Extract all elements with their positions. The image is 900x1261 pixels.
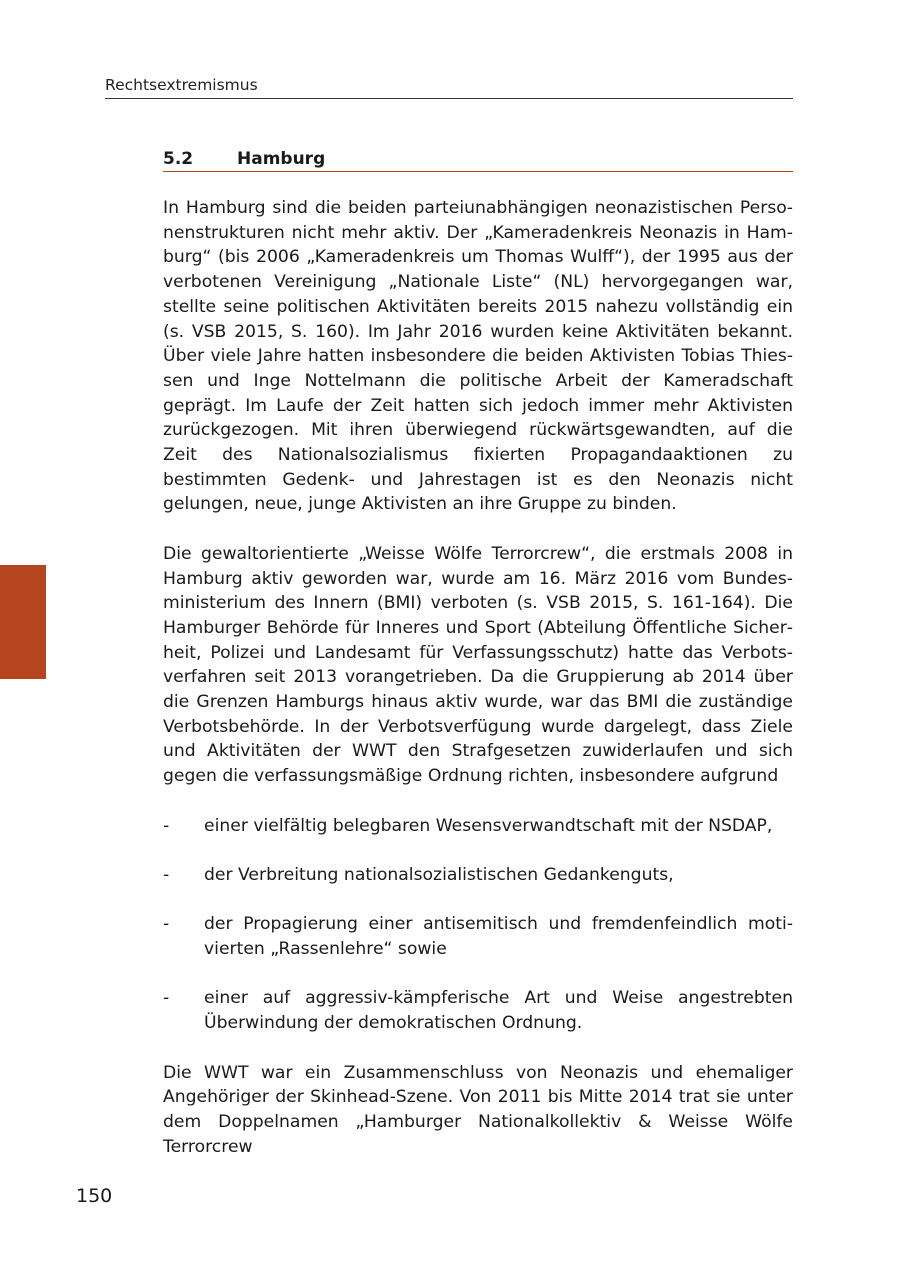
list-item	[163, 863, 793, 888]
section-number: 5.2	[163, 149, 194, 169]
paragraph: Die WWT war ein Zusammenschluss von Neonazis und ehemaliger Angehöriger der Skinhead-Szene. Von 2011 bis Mitte 2014 trat sie unter dem Doppelnamen „Hamburger Nationalkollektiv & Weisse Wölfe Terrorcrew	[163, 1062, 793, 1157]
list-item	[163, 912, 793, 961]
bullet-list	[163, 814, 793, 1036]
body-text	[163, 196, 793, 1184]
list-item-text: einer vielfältig belegbaren Wesensverwandtschaft mit der NSDAP,	[204, 815, 773, 836]
chapter-side-tab	[0, 565, 46, 679]
bullet-marker: -	[163, 988, 170, 1009]
list-item-text: der Verbreitung nationalsozialistischen Gedankenguts,	[204, 864, 674, 885]
bullet-marker: -	[163, 815, 170, 836]
list-item-text: einer auf aggressiv-kämpferische Art und Weise angestrebten Überwindung der demokratischen Ordnung.	[204, 988, 793, 1034]
paragraph: In Hamburg sind die beiden parteiunabhängigen neonazistischen Personenstrukturen nicht mehr aktiv. Der „Kameradenkreis Neonazis in Hamburg“ (bis 2006 „Kameradenkreis um Thomas Wulff“), der 1995 aus der verbotenen Vereinigung „Nationale Liste“ (NL) hervorgegangen war, stellte seine politischen Aktivitäten bereits 2015 nahezu vollständig ein (s. VSB 2015, S. 160). Im Jahr 2016 wurden keine Aktivitäten bekannt. Über viele Jahre hatten insbesondere die beiden Aktivisten Tobias Thiessen und Inge Nottelmann die politische Arbeit der Kameradschaft geprägt. Im Laufe der Zeit hatten sich jedoch immer mehr Aktivisten zurückgezogen. Mit ihren überwiegend rückwärtsgewandten, auf die Zeit des Nationalsozialismus fixierten Propagandaaktionen zu bestimmten Gedenk- und Jahrestagen ist es den Neonazis nicht gelungen, neue, junge Aktivisten an ihre Gruppe zu binden.	[163, 198, 793, 515]
list-item-text: der Propagierung einer antisemitisch und fremdenfeindlich motivierten „Rassenlehre“ sowie	[204, 914, 793, 960]
page-number: 150	[76, 1185, 113, 1207]
list-item	[163, 814, 793, 839]
list-item	[163, 986, 793, 1035]
paragraph: Die gewaltorientierte „Weisse Wölfe Terrorcrew“, die erstmals 2008 in Hamburg aktiv geworden war, wurde am 16. März 2016 vom Bundesministerium des Innern (BMI) verboten (s. VSB 2015, S. 161-164). Die Hamburger Behörde für Inneres und Sport (Abteilung Öffentliche Sicherheit, Polizei und Landesamt für Verfassungsschutz) hatte das Verbotsverfahren seit 2013 vorangetrieben. Da die Gruppierung ab 2014 über die Grenzen Hamburgs hinaus aktiv wurde, war das BMI die zuständige Verbotsbehörde. In der Verbotsverfügung wurde dargelegt, dass Ziele und Aktivitäten der WWT den Strafgesetzen zuwiderlaufen und sich gegen die verfassungsmäßige Ordnung richten, insbesondere aufgrund	[163, 543, 793, 787]
section-title: Hamburg	[237, 149, 326, 169]
bullet-marker: -	[163, 864, 170, 885]
running-head: Rechtsextremismus	[105, 74, 793, 99]
section-heading	[163, 147, 793, 172]
bullet-marker: -	[163, 914, 170, 935]
